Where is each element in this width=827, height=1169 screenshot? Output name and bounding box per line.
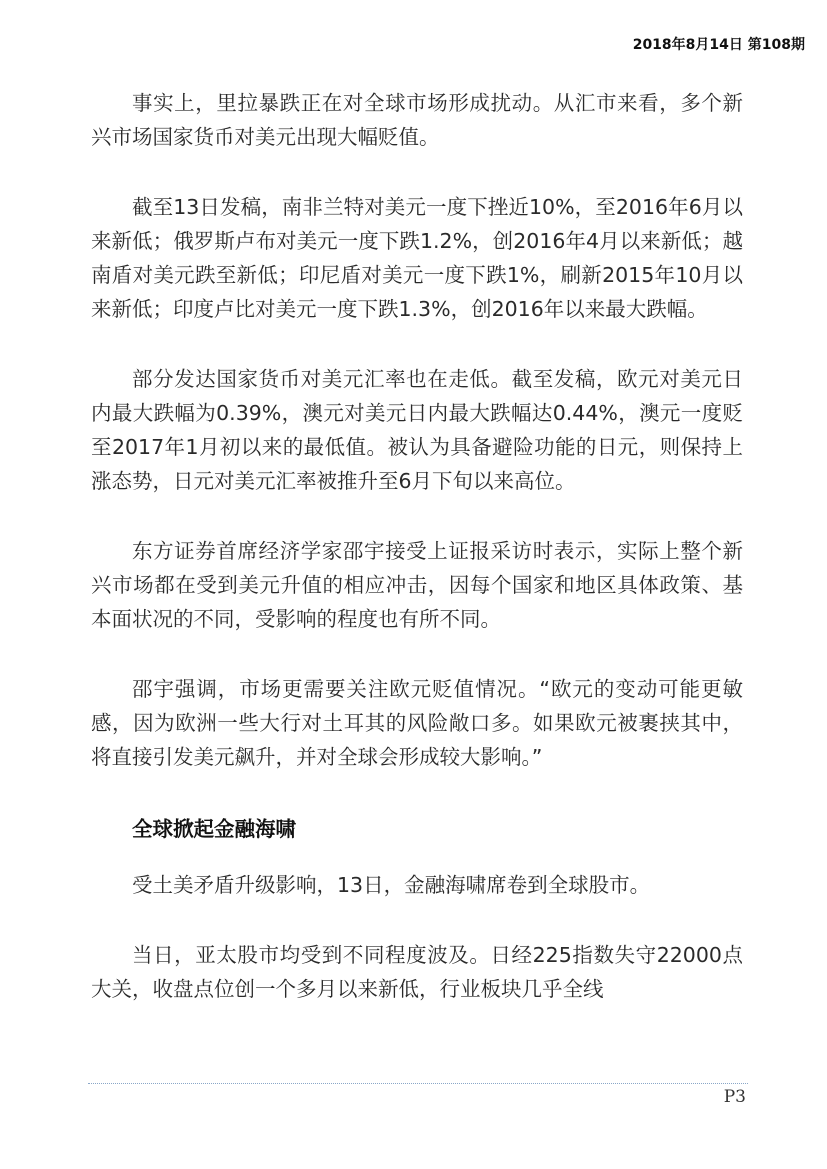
page-number: P3 bbox=[723, 1087, 746, 1107]
paragraph-economist-comment: 东方证券首席经济学家邵宇接受上证报采访时表示，实际上整个新兴市场都在受到美元升值的相应冲击，因每个国家和地区具体政策、基本面状况的不同，受影响的程度也有所不同。 bbox=[91, 539, 743, 631]
paragraph-developed-currencies: 部分发达国家货币对美元汇率也在走低。截至发稿，欧元对美元日内最大跌幅为0.39%，澳元对美元日内最大跌幅达0.44%，澳元一度贬至2017年1月初以来的最低值。被认为具备避险功能的日元，则保持上涨态势，日元对美元汇率被推升至6月下旬以来高位。 bbox=[91, 367, 743, 493]
issue-date-header: 2018年8月14日 第108期 bbox=[632, 37, 805, 53]
footer-divider bbox=[88, 1083, 748, 1084]
paragraph-global-stocks: 受土美矛盾升级影响，13日，金融海啸席卷到全球股市。 bbox=[132, 873, 651, 897]
paragraph-emerging-currencies: 截至13日发稿，南非兰特对美元一度下挫近10%，至2016年6月以来新低；俄罗斯卢布对美元一度下跌1.2%，创2016年4月以来新低；越南盾对美元跌至新低；印尼盾对美元一度下跌1%，刷新2015年10月以来新低；印度卢比对美元一度下跌1.3%，创2016年以来最大跌幅。 bbox=[91, 195, 743, 321]
section-heading: 全球掀起金融海啸 bbox=[132, 817, 296, 841]
paragraph-lira-impact: 事实上，里拉暴跌正在对全球市场形成扰动。从汇市来看，多个新兴市场国家货币对美元出现大幅贬值。 bbox=[91, 91, 743, 149]
paragraph-euro-warning: 邵宇强调，市场更需要关注欧元贬值情况。“欧元的变动可能更敏感，因为欧洲一些大行对土耳其的风险敞口多。如果欧元被裹挟其中，将直接引发美元飙升，并对全球会形成较大影响。” bbox=[91, 677, 743, 769]
article-body bbox=[91, 86, 743, 1042]
paragraph-asia-pacific: 当日，亚太股市均受到不同程度波及。日经225指数失守22000点大关，收盘点位创一个多月以来新低，行业板块几乎全线 bbox=[91, 943, 743, 1001]
